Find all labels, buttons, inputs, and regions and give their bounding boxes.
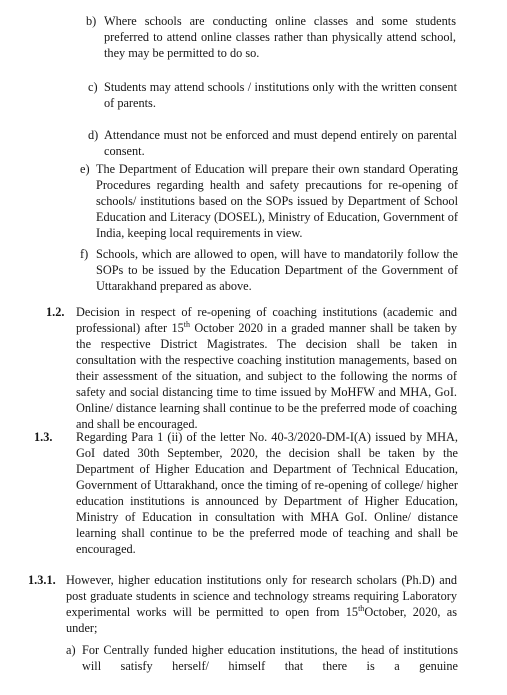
item-e-label: e) xyxy=(80,162,90,176)
section-1-3-1-number: 1.3.1. xyxy=(28,573,56,587)
section-1-3-text: Regarding Para 1 (ii) of the letter No. 40-3/2020-DM-I(A) issued by MHA, GoI dated 30th September, 2020, the decision shall be taken by the Department of Higher Education and Department of Technical Education, Government of Uttarakhand, once the timing of re-opening of college/ higher education institutions is announced by Department of Higher Education, Ministry of Education in consultation with MHA GoI. Online/ distance learning shall continue to be the preferred mode of teaching and shall be encouraged. xyxy=(76,430,458,556)
item-c-label: c) xyxy=(88,80,98,94)
item-d-label: d) xyxy=(88,128,99,142)
subitem-a-label: a) xyxy=(66,643,76,657)
section-1-3-1-superscript: th xyxy=(358,603,365,613)
section-1-2-superscript: th xyxy=(183,319,190,329)
item-b-text: Where schools are conducting online classes and some students preferred to attend online classes rather than physically attend school, they may be permitted to do so. xyxy=(104,14,456,60)
subitem-a-text: For Centrally funded higher education institutions, the head of institutions will satisfy herself/ himself that there is a genuine xyxy=(82,643,458,673)
section-1-3-number: 1.3. xyxy=(34,430,53,444)
section-1-2-text-before: Decision in respect of re-opening of coaching institutions (academic and professional) after 15 xyxy=(76,305,457,335)
item-f-text: Schools, which are allowed to open, will have to mandatorily follow the SOPs to be issued by the Education Department of the Government of Uttarakhand prepared as above. xyxy=(96,247,458,293)
section-1-2-text xyxy=(76,304,457,432)
section-1-3-1-text-after: October, 2020, as under; xyxy=(66,605,457,635)
item-b-label: b) xyxy=(86,14,97,28)
section-1-2-text-after: October 2020 in a graded manner shall be taken by the respective District Magistrates. The decision shall be taken in consultation with the respective coaching institution managements, based on their assessment of the situation, and subject to the following the norms of safety and social distancing time to time issued by MoHFW and MHA, GoI. Online/ distance learning shall continue to be the preferred mode of coaching and shall be encouraged. xyxy=(76,321,457,431)
item-c-text: Students may attend schools / institutions only with the written consent of parents. xyxy=(104,80,457,110)
item-d-text: Attendance must not be enforced and must depend entirely on parental consent. xyxy=(104,128,457,158)
item-e-text: The Department of Education will prepare their own standard Operating Procedures regarding health and safety precautions for re-opening of schools/ institutions based on the SOPs issued by Department of School Education and Literacy (DOSEL), Ministry of Education, Government of India, keeping local requirements in view. xyxy=(96,162,458,240)
section-1-3-1-text-before: However, higher education institutions only for research scholars (Ph.D) and post graduate students in science and technology streams requiring Laboratory experimental works will be permitted to open from 15 xyxy=(66,573,457,619)
section-1-3-1-text xyxy=(66,572,457,636)
section-1-2-number: 1.2. xyxy=(46,305,65,319)
item-f-label: f) xyxy=(80,247,89,261)
